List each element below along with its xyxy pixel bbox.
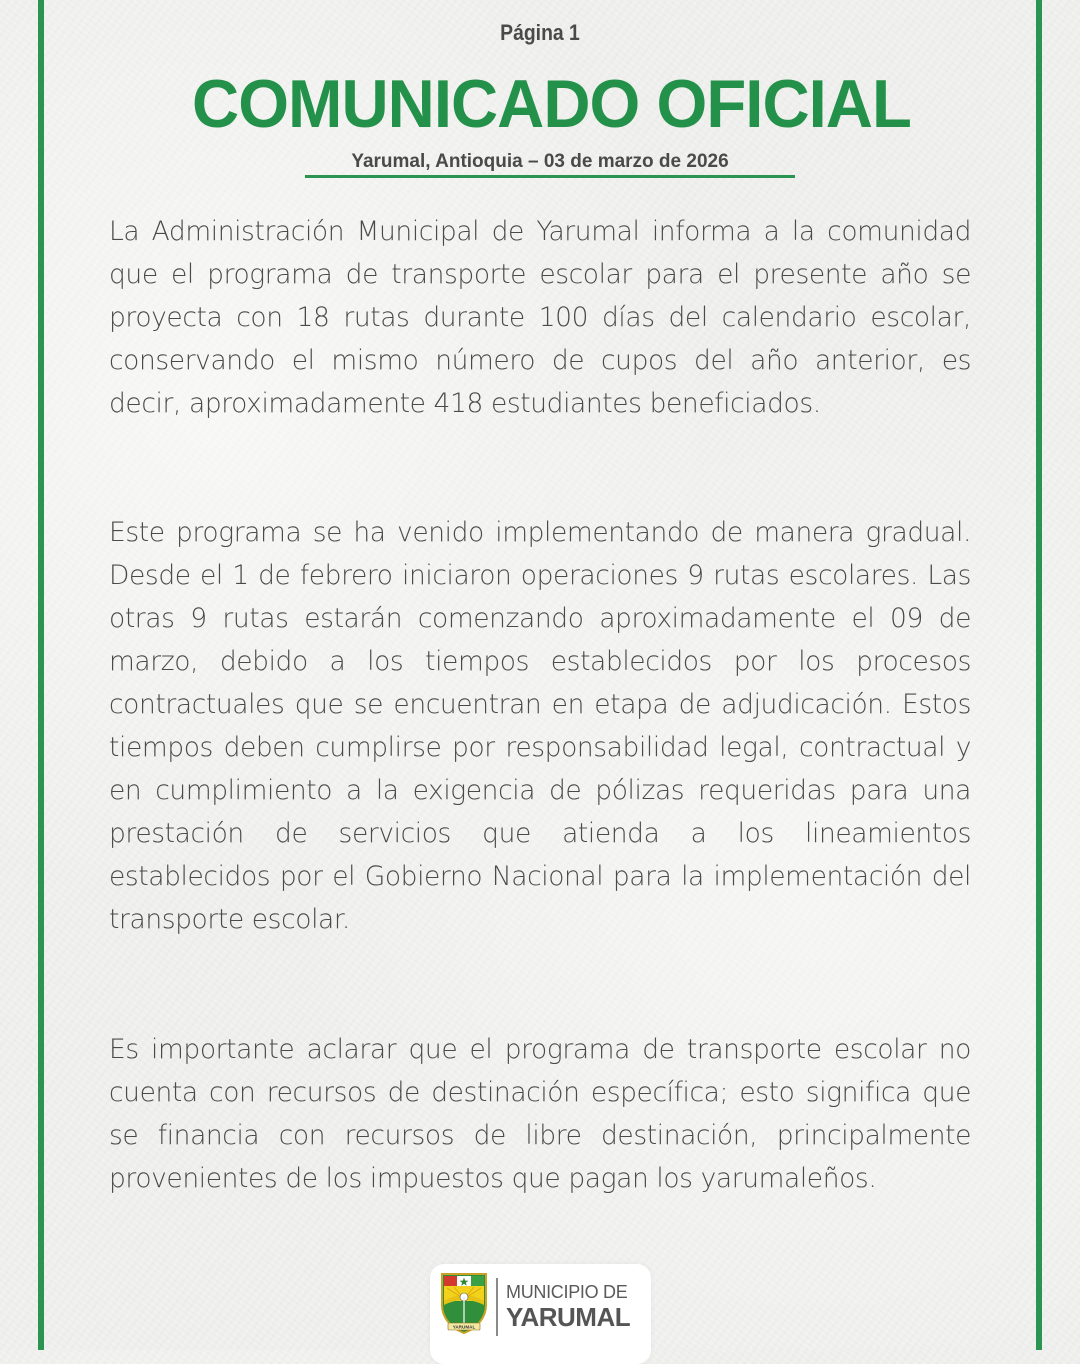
municipality-logo — [430, 1264, 651, 1364]
logo-text-municipio: MUNICIPIO DE — [506, 1282, 628, 1302]
dateline-underline — [305, 175, 795, 178]
left-border — [38, 0, 44, 1350]
paragraph-2: Este programa se ha venido implementando de manera gradual. Desde el 1 de febrero iniciaron operaciones 9 rutas escolares. Las otras 9 rutas estarán comenzando aproximadamente el 09 de marzo, debido a los tiempos establecidos por los procesos contractuales que se encuentran en etapa de adjudicación. Estos tiempos deben cumplirse por responsabilidad legal, contractual y en cumplimiento a la exigencia de pólizas requeridas para una prestación de servicios que atienda a los lineamientos establecidos por el Gobierno Nacional para la implementación del transporte escolar. — [109, 517, 971, 935]
municipal-crest-icon — [439, 1271, 489, 1335]
paragraph-3: Es importante aclarar que el programa de transporte escolar no cuenta con recursos de destinación específica; esto significa que se financia con recursos de libre destinación, principalmente provenientes de los impuestos que pagan los yarumaleños. — [109, 1034, 971, 1194]
logo-text-yarumal: YARUMAL — [506, 1302, 631, 1332]
document-title: COMUNICADO OFICIAL — [192, 66, 911, 142]
paragraph-1: La Administración Municipal de Yarumal informa a la comunidad que el programa de transporte escolar para el presente año se proyecta con 18 rutas durante 100 días del calendario escolar, conservando el mismo número de cupos del año anterior, es decir, aproximadamente 418 estudiantes beneficiados. — [109, 216, 971, 419]
logo-divider — [496, 1278, 498, 1336]
dateline: Yarumal, Antioquia – 03 de marzo de 2026 — [351, 151, 729, 172]
page-number-label: Página 1 — [500, 20, 580, 45]
crest-banner-text: YARUMAL — [452, 1324, 476, 1330]
right-border — [1036, 0, 1042, 1350]
